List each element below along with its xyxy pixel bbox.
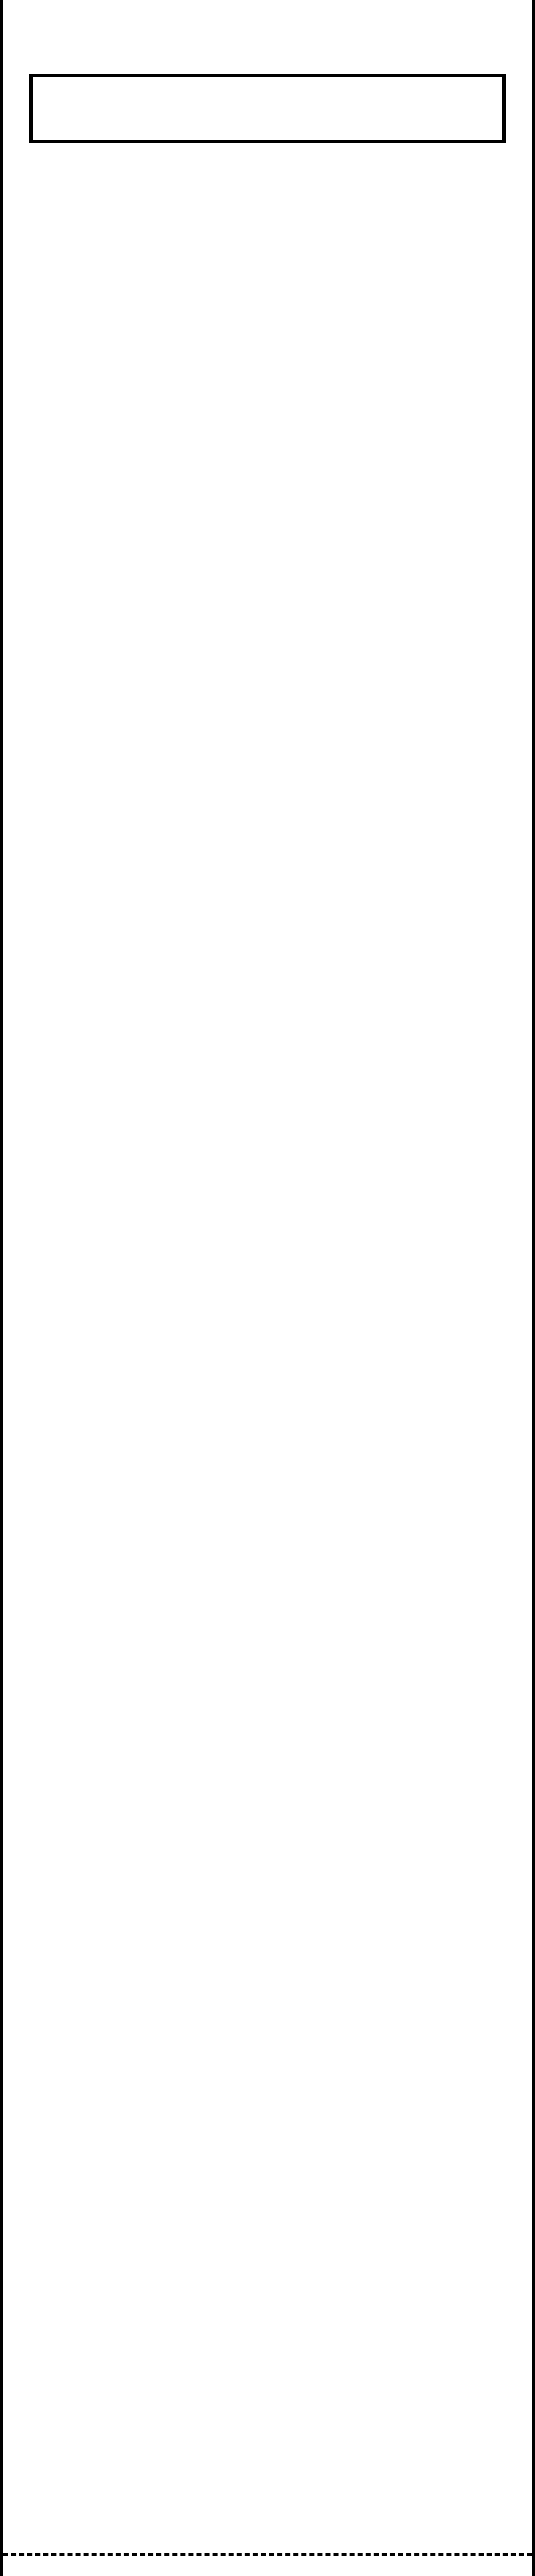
union-heading <box>29 2064 506 2122</box>
section-block <box>3 1589 532 2064</box>
section-block <box>3 143 532 612</box>
district-title-box <box>29 74 506 143</box>
union-heading <box>29 143 506 201</box>
union-heading <box>29 1120 506 1178</box>
section-block <box>3 2064 532 2452</box>
union-heading <box>29 1589 506 1646</box>
union-heading <box>29 612 506 669</box>
dashed-cut-line <box>3 2553 532 2556</box>
section-block <box>3 1120 532 1589</box>
preceding-listing-text <box>3 0 532 74</box>
section-block <box>3 612 532 1120</box>
